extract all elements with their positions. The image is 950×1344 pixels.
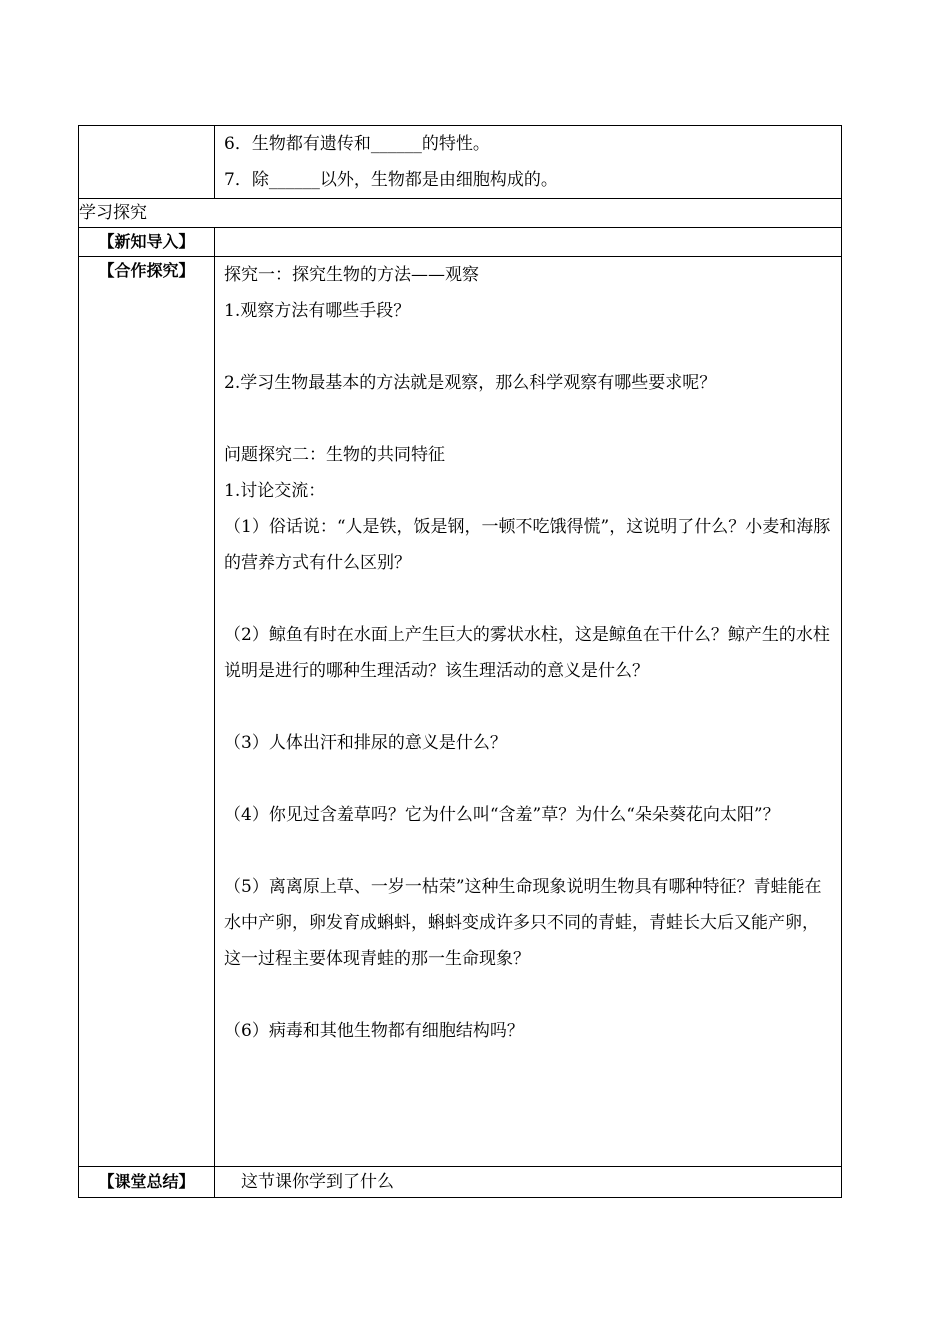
discussion-item-5: （5）离离原上草、一岁一枯荣”这种生命现象说明生物具有哪种特征？青蛙能在水中产卵，卵发育成蝌蚪，蝌蚪变成许多只不同的青蛙，青蛙长大后又能产卵，这一过程主要体现青蛙的那一生命现象？ (224, 877, 822, 969)
inquiry-2-title: 问题探究二：生物的共同特征 (224, 445, 445, 465)
item-number: 6． (224, 134, 252, 154)
review-row (79, 126, 842, 199)
item-text: 除 (251, 170, 269, 190)
review-item-7 (215, 162, 841, 198)
inquiry-1-title: 探究一：探究生物的方法——观察 (224, 265, 479, 285)
answer-space (215, 401, 841, 437)
discussion-item-3: （3）人体出汗和排尿的意义是什么？ (224, 733, 507, 753)
answer-space (215, 977, 841, 1013)
review-item-6 (215, 126, 841, 162)
section-row (79, 199, 842, 228)
worksheet-table (78, 125, 842, 1198)
answer-space (215, 581, 841, 617)
fill-blank: ______ (268, 170, 320, 190)
item-number: 7． (224, 170, 252, 190)
summary-label: 【课堂总结】 (79, 1167, 215, 1198)
new-knowledge-label: 【新知导入】 (79, 228, 215, 257)
review-content-cell (215, 126, 842, 199)
discussion-heading: 1.讨论交流： (224, 481, 326, 501)
discussion-item-2: （2）鲸鱼有时在水面上产生巨大的雾状水柱，这是鲸鱼在干什么？鲸产生的水柱说明是进行的哪种生理活动？该生理活动的意义是什么？ (224, 625, 830, 681)
answer-space (215, 761, 841, 797)
cooperative-content (215, 257, 842, 1167)
item-text: 以外，生物都是由细胞构成的。 (319, 170, 558, 190)
item-text: 的特性。 (421, 134, 490, 154)
question-2: 2.学习生物最基本的方法就是观察，那么科学观察有哪些要求呢？ (224, 373, 717, 393)
answer-space (215, 329, 841, 365)
discussion-item-1: （1）俗话说：“人是铁，饭是钢，一顿不吃饿得慌”，这说明了什么？小麦和海豚的营养方式有什么区别？ (224, 517, 831, 573)
cooperative-row (79, 257, 842, 1167)
summary-row (79, 1167, 842, 1198)
new-knowledge-content (215, 228, 842, 257)
fill-blank: ______ (370, 134, 422, 154)
discussion-item-6: （6）病毒和其他生物都有细胞结构吗？ (224, 1021, 524, 1041)
review-label-cell (79, 126, 215, 199)
answer-space (215, 689, 841, 725)
discussion-item-4: （4）你见过含羞草吗？它为什么叫“含羞”草？为什么“朵朵葵花向太阳”？ (224, 805, 780, 825)
cooperative-label: 【合作探究】 (79, 257, 215, 1167)
item-text: 生物都有遗传和 (251, 134, 371, 154)
answer-space (215, 833, 841, 869)
section-title: 学习探究 (79, 199, 842, 228)
question-1: 1.观察方法有哪些手段？ (224, 301, 411, 321)
new-knowledge-row (79, 228, 842, 257)
summary-content (215, 1167, 842, 1198)
summary-text: 这节课你学到了什么 (241, 1172, 394, 1192)
